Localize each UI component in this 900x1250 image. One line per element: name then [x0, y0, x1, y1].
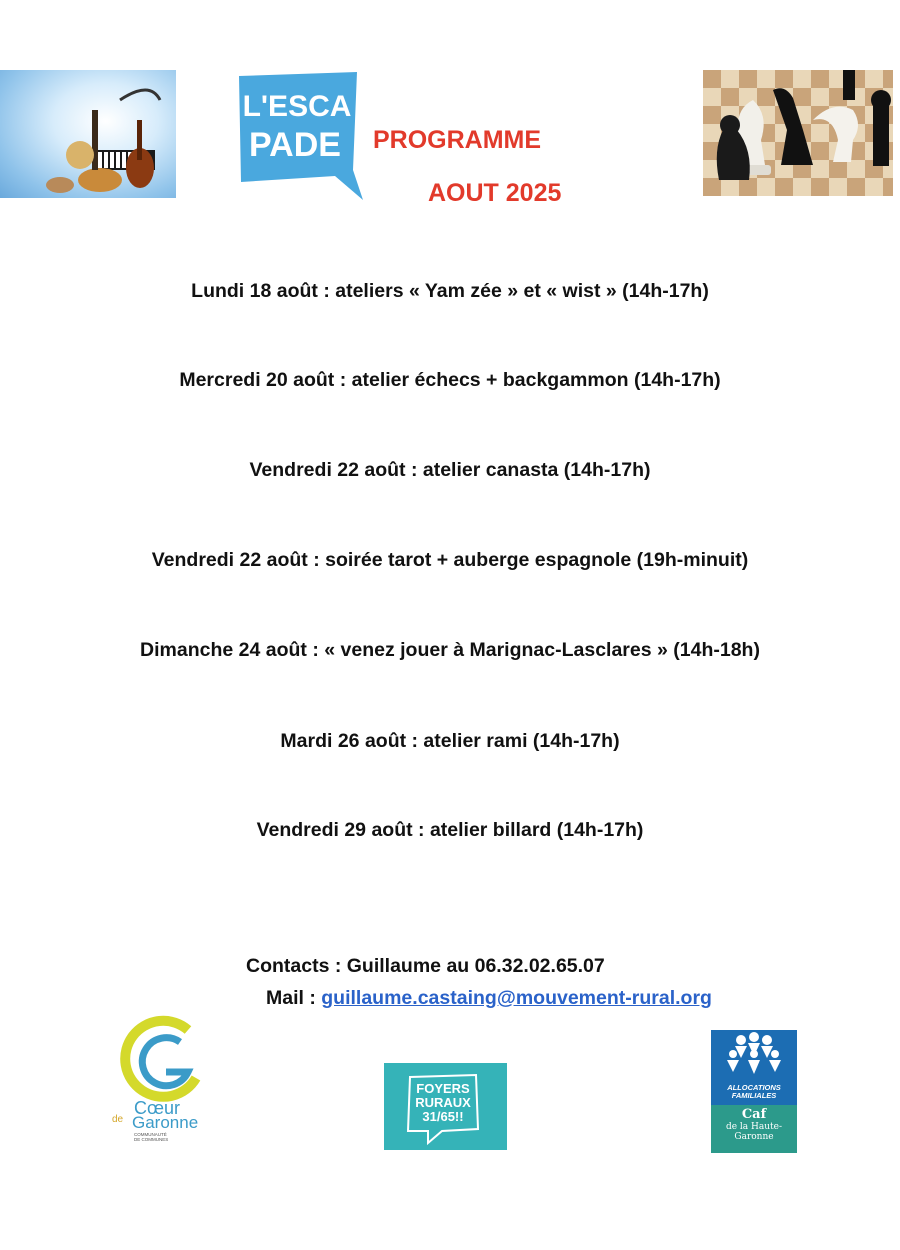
chess-image: [703, 70, 893, 196]
caf-allocations-label: [711, 1084, 797, 1100]
coeur-de-garonne-logo: [108, 1012, 218, 1142]
escapade-logo-line2: PADE: [249, 126, 341, 164]
foyers-logo-line1: FOYERS: [416, 1081, 470, 1096]
caf-af-line1: ALLOCATIONS: [727, 1083, 781, 1092]
foyers-logo-line3: 31/65!!: [422, 1109, 464, 1124]
escapade-logo: [235, 72, 363, 202]
event-item: Lundi 18 août : ateliers « Yam zée » et « wist » (14h-17h): [191, 280, 709, 302]
headphones-shape: [120, 90, 160, 100]
caf-family-icon: [711, 1030, 797, 1082]
contact-phone: Contacts : Guillaume au 06.32.02.65.07: [246, 955, 605, 977]
caf-region-line2: Garonne: [734, 1132, 774, 1142]
coeur-logo-line1: Cœur: [134, 1098, 180, 1118]
chess-pieces-illustration: [703, 70, 893, 196]
mail-link[interactable]: guillaume.castaing@mouvement-rural.org: [321, 987, 712, 1009]
coeur-logo-sub2: DE COMMUNES: [134, 1137, 169, 1142]
coeur-logo-sub1: COMMUNAUTÉ: [134, 1132, 167, 1137]
caf-logo-top: [711, 1030, 797, 1105]
event-item: Vendredi 29 août : atelier billard (14h-17h): [256, 819, 644, 841]
caf-af-line2: FAMILIALES: [731, 1091, 777, 1100]
guitar-shape: [78, 168, 122, 192]
page-title: PROGRAMME: [373, 126, 542, 154]
white-piece-shape: [813, 107, 858, 162]
event-item: Dimanche 24 août : « venez jouer à Marignac-Lasclares » (14h-18h): [140, 639, 760, 661]
event-item: Mercredi 20 août : atelier échecs + backgammon (14h-17h): [179, 369, 721, 391]
caf-name: Caf: [741, 1107, 767, 1122]
coeur-logo-line2: Garonne: [132, 1113, 199, 1132]
drum-shape: [66, 141, 94, 169]
event-item: Vendredi 22 août : soirée tarot + auberge espagnole (19h-minuit): [151, 549, 749, 571]
event-item: Mardi 26 août : atelier rami (14h-17h): [280, 730, 620, 752]
coeur-logo-prefix: de: [112, 1114, 124, 1125]
mail-label: Mail :: [266, 987, 322, 1009]
contact-mail: [266, 987, 712, 1010]
foyers-logo-line2: RURAUX: [415, 1095, 471, 1110]
escapade-logo-graphic: [235, 72, 363, 202]
coeur-de-garonne-graphic: [108, 1012, 218, 1142]
foyers-ruraux-logo: [384, 1063, 507, 1150]
black-queen-shape: [773, 88, 813, 165]
caf-region-label: [711, 1108, 797, 1142]
event-item: Vendredi 22 août : atelier canasta (14h-17h): [249, 459, 651, 481]
foyers-ruraux-graphic: [384, 1063, 507, 1150]
caf-region-line1: de la Haute-: [725, 1122, 783, 1132]
instruments-illustration: [0, 70, 176, 198]
music-instruments-image: [0, 70, 176, 198]
caf-logo: [711, 1030, 797, 1153]
escapade-logo-line1: L'ESCA: [242, 90, 352, 123]
page-subtitle: AOUT 2025: [428, 179, 562, 207]
